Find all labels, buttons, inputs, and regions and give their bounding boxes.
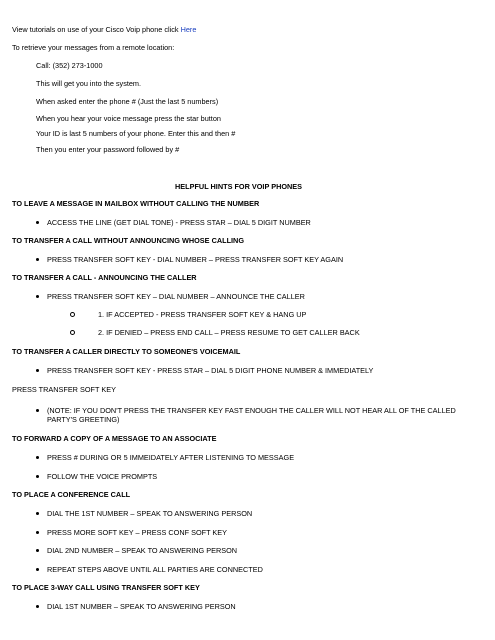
section-heading: TO TRANSFER A CALLER DIRECTLY TO SOMEONE'S VOICEMAIL [12, 347, 241, 356]
note-line-1: (NOTE: IF YOU DON'T PRESS THE TRANSFER KEY FAST ENOUGH THE CALLER WILL NOT HEAR ALL OF THE CALLED [47, 406, 456, 415]
list-item: DIAL 2ND NUMBER – SPEAK TO ANSWERING PERSON [47, 546, 238, 555]
list-item: PRESS # DURING OR 5 IMMEIDATELY AFTER LISTENING TO MESSAGE [47, 453, 295, 462]
sub-list-item: 2. IF DENIED – PRESS END CALL – PRESS RESUME TO GET CALLER BACK [98, 328, 360, 337]
remote-step: This will get you into the system. [36, 79, 142, 88]
remote-step: Then you enter your password followed by # [36, 145, 180, 154]
list-item: DIAL THE 1ST NUMBER – SPEAK TO ANSWERING PERSON [47, 509, 253, 518]
section-heading: TO TRANSFER A CALL - ANNOUNCING THE CALLER [12, 273, 197, 282]
list-item: PRESS TRANSFER SOFT KEY - DIAL NUMBER – PRESS TRANSFER SOFT KEY AGAIN [47, 255, 344, 264]
remote-step: When you hear your voice message press the star button [36, 114, 221, 123]
continuation-text: PRESS TRANSFER SOFT KEY [12, 385, 116, 394]
section-heading: TO PLACE A CONFERENCE CALL [12, 490, 131, 499]
note-line-2: PARTY'S GREETING) [47, 415, 120, 424]
section-heading: TO LEAVE A MESSAGE IN MAILBOX WITHOUT CALLING THE NUMBER [12, 199, 260, 208]
tutorial-text: View tutorials on use of your Cisco Voip phone click [12, 25, 181, 34]
list-item: PRESS TRANSFER SOFT KEY - PRESS STAR – DIAL 5 DIGIT PHONE NUMBER & IMMEDIATELY [47, 366, 374, 375]
section-heading: TO TRANSFER A CALL WITHOUT ANNOUNCING WHOSE CALLING [12, 236, 244, 245]
tutorial-line [12, 25, 196, 34]
section-heading: TO FORWARD A COPY OF A MESSAGE TO AN ASSOCIATE [12, 434, 217, 443]
remote-step: Call: (352) 273-1000 [36, 61, 103, 70]
list-item: PRESS TRANSFER SOFT KEY – DIAL NUMBER – ANNOUNCE THE CALLER [47, 292, 305, 301]
list-item: PRESS MORE SOFT KEY – PRESS CONF SOFT KEY [47, 528, 228, 537]
remote-step: Your ID is last 5 numbers of your phone. Enter this and then # [36, 129, 236, 138]
hints-title: HELPFUL HINTS FOR VOIP PHONES [175, 182, 303, 191]
list-item: ACCESS THE LINE (GET DIAL TONE) - PRESS STAR – DIAL 5 DIGIT NUMBER [47, 218, 311, 227]
sub-list-item: 1. IF ACCEPTED - PRESS TRANSFER SOFT KEY & HANG UP [98, 310, 307, 319]
list-item: DIAL 1ST NUMBER – SPEAK TO ANSWERING PERSON [47, 602, 236, 611]
list-item: FOLLOW THE VOICE PROMPTS [47, 472, 158, 481]
section-heading: TO PLACE 3-WAY CALL USING TRANSFER SOFT KEY [12, 583, 200, 592]
retrieve-heading: To retrieve your messages from a remote location: [12, 43, 175, 52]
remote-step: When asked enter the phone # (Just the last 5 numbers) [36, 97, 219, 106]
list-item: REPEAT STEPS ABOVE UNTIL ALL PARTIES ARE CONNECTED [47, 565, 263, 574]
tutorial-link[interactable]: Here [180, 25, 197, 34]
